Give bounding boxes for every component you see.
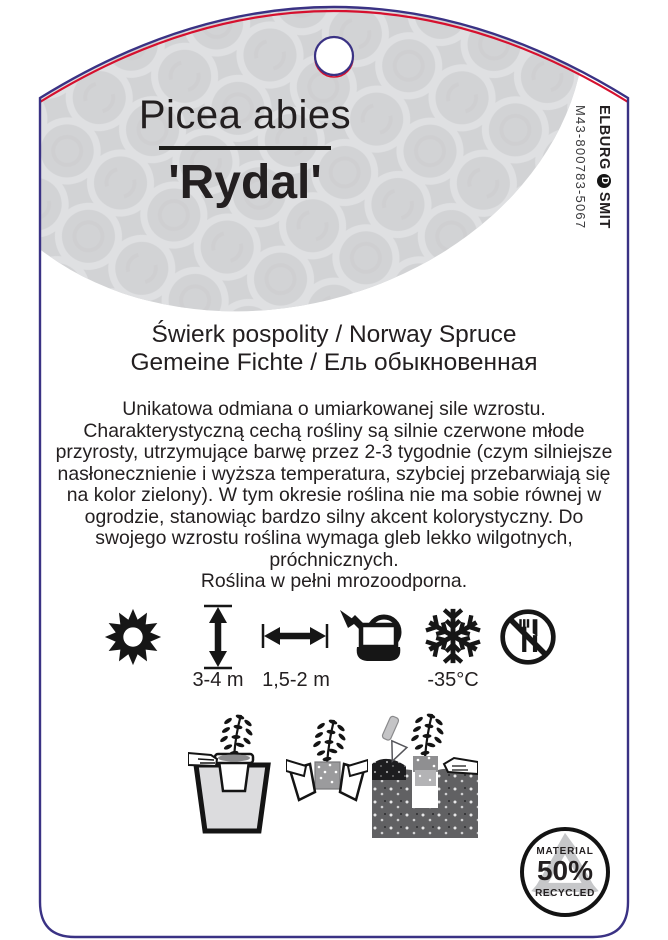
remove-pot-pictogram [286,716,368,822]
title-block [40,92,450,210]
item-code: M43-800783-5067 [573,105,588,230]
title-divider [159,146,331,150]
description-block [49,399,619,593]
badge-recycled-text: RECYCLED [535,888,595,899]
soak-rootball-pictogram [188,711,276,835]
brand-left: ELBURG [596,105,612,170]
spread-value: 1,5-2 m [262,669,330,691]
cultivar-name: 'Rydal' [168,156,322,209]
common-names-line1: Świerk pospolity / Norway Spruce [151,321,517,348]
brand-right: SMIT [596,191,612,229]
botanical-name: Picea abies [138,93,352,137]
height-value: 3-4 m [192,669,244,691]
badge-percent-text: 50% [536,855,594,886]
hardiness-note: Roślina w pełni mrozoodporna. [200,570,468,592]
punch-hole [315,37,353,75]
brand-text [596,105,612,229]
common-names-line2: Gemeine Fichte / Ель обыкновенная [130,349,538,376]
snowflake-icon [422,604,484,668]
description-text: Unikatowa odmiana o umiarkowanej sile wzrostu. Charakterystyczną cechą rośliny są silnie czerwone młode przyrosty, utrzymujące barwę przez 2-3 tygodnie (czym silniejsze nasłonecznienie i wyższa temperatura, szybciej przebarwiają się na kolor zielony). W tym okresie roślina nie ma sobie równej w ogrodzie, stanowiąc bardzo silny akcent kolorystyczny. Do swojego wzrostu roślina wymaga gleb lekko wilgotnych, próchnicznych. [55,398,613,571]
not-edible-icon [498,607,558,667]
badge-material-text: MATERIAL [536,846,594,857]
height-arrow-icon [196,603,240,671]
common-names [40,321,628,377]
recycled-badge [520,827,610,917]
min-temperature-value: -35°C [427,669,479,691]
watering-can-icon [336,608,408,668]
spread-arrow-icon [260,618,330,654]
brand-logo-mark: D [597,174,611,188]
sun-icon [102,606,164,668]
plant-in-ground-pictogram [372,708,478,838]
